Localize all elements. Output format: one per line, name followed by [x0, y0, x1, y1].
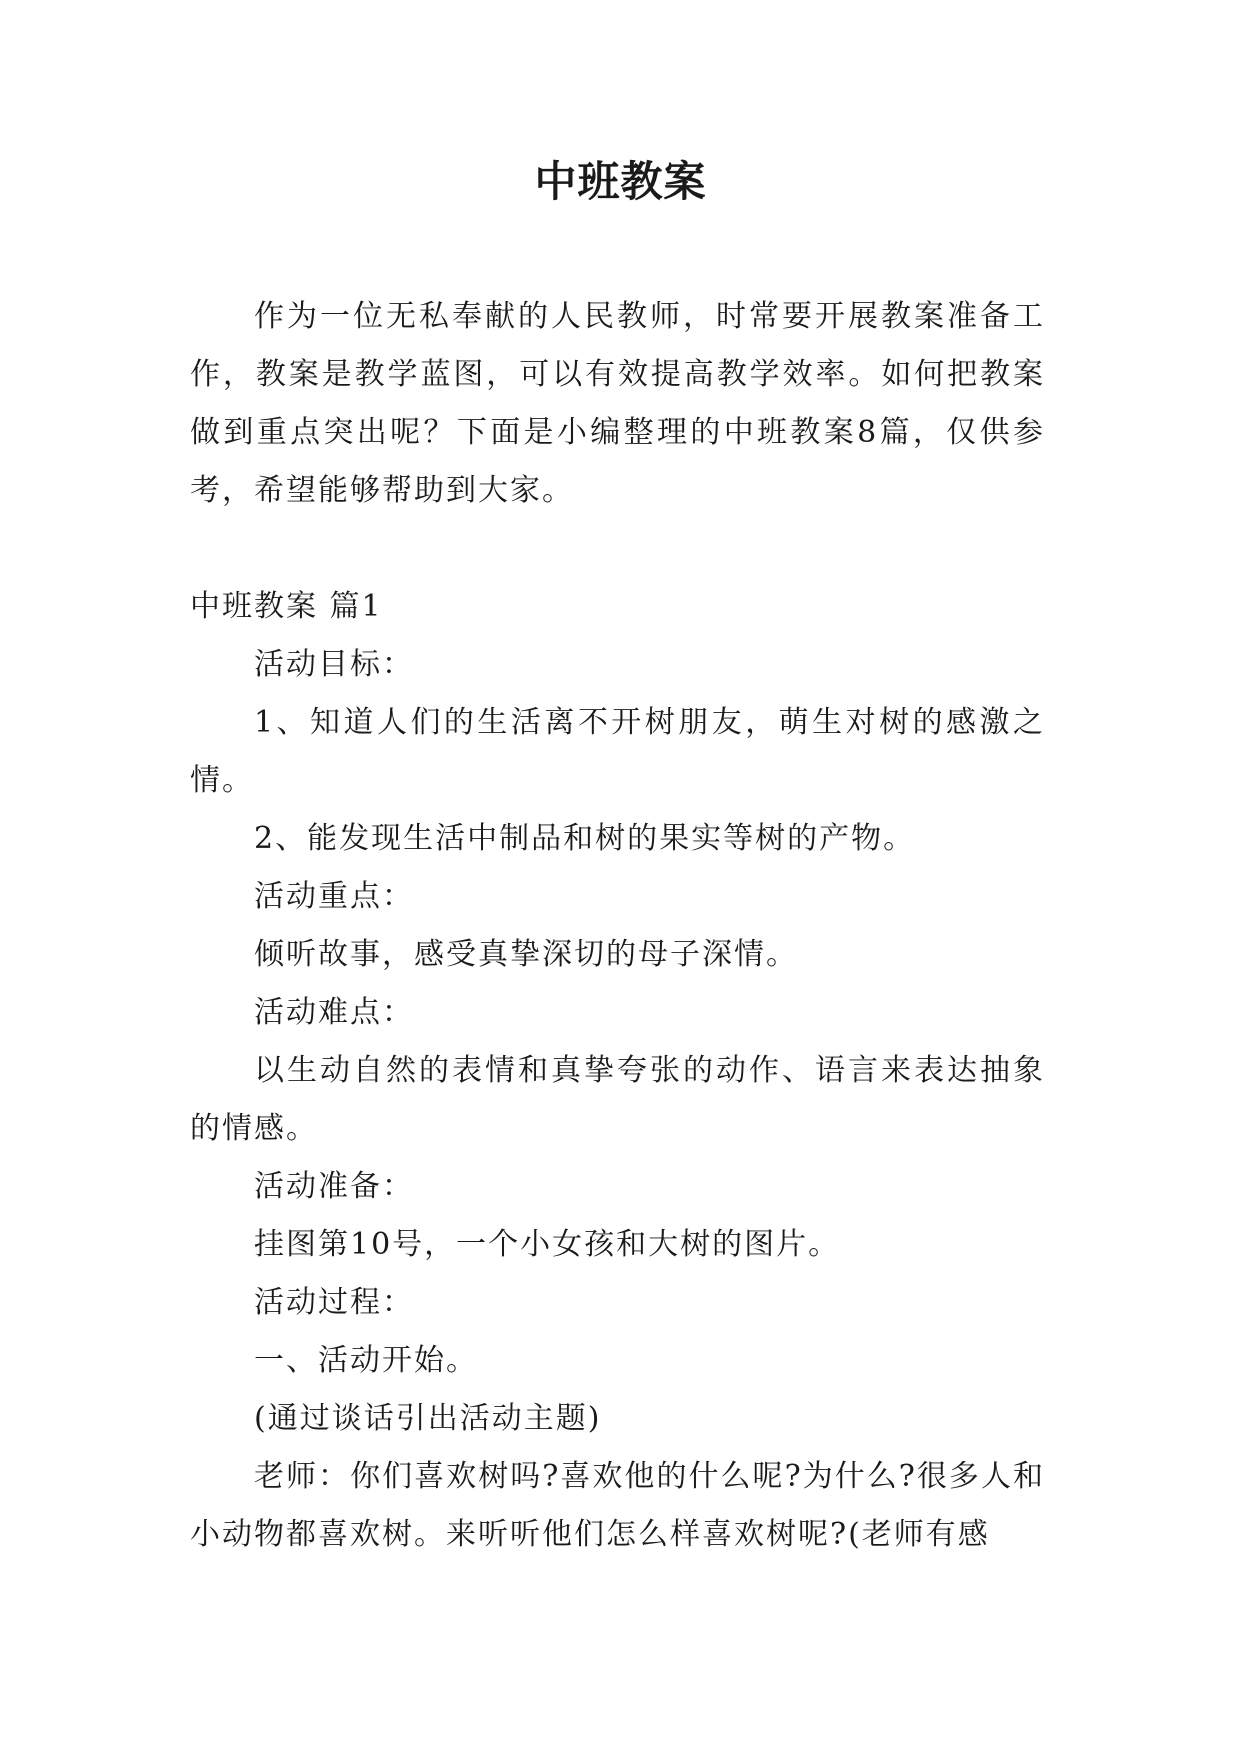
intro-paragraph: 作为一位无私奉献的人民教师，时常要开展教案准备工作，教案是教学蓝图，可以有效提高教学效率。如何把教案做到重点突出呢？下面是小编整理的中班教案8篇，仅供参考，希望能够帮助到大家。: [190, 299, 1045, 508]
paragraph: 以生动自然的表情和真挚夸张的动作、语言来表达抽象的情感。: [190, 1053, 1045, 1146]
paragraph: 活动过程：: [254, 1285, 414, 1320]
paragraph: 倾听故事，感受真挚深切的母子深情。: [254, 937, 798, 972]
paragraph: 活动准备：: [254, 1169, 414, 1204]
paragraph: 一、活动开始。: [254, 1343, 478, 1378]
paragraph: 1、知道人们的生活离不开树朋友，萌生对树的感激之情。: [190, 705, 1045, 798]
paragraph: 2、能发现生活中制品和树的果实等树的产物。: [254, 821, 916, 856]
paragraph: (通过谈话引出活动主题): [254, 1401, 602, 1436]
paragraph: 活动目标：: [254, 647, 414, 682]
paragraph: 活动重点：: [254, 879, 414, 914]
document-body: [190, 288, 1045, 1564]
spacer: [190, 520, 1045, 578]
section-heading: 中班教案 篇1: [190, 589, 383, 624]
paragraph: 挂图第10号，一个小女孩和大树的图片。: [254, 1227, 841, 1262]
paragraph: 老师：你们喜欢树吗?喜欢他的什么呢?为什么?很多人和小动物都喜欢树。来听听他们怎么样喜欢树呢?(老师有感: [190, 1459, 1045, 1552]
document-title: 中班教案: [534, 157, 707, 206]
paragraph: 活动难点：: [254, 995, 414, 1030]
